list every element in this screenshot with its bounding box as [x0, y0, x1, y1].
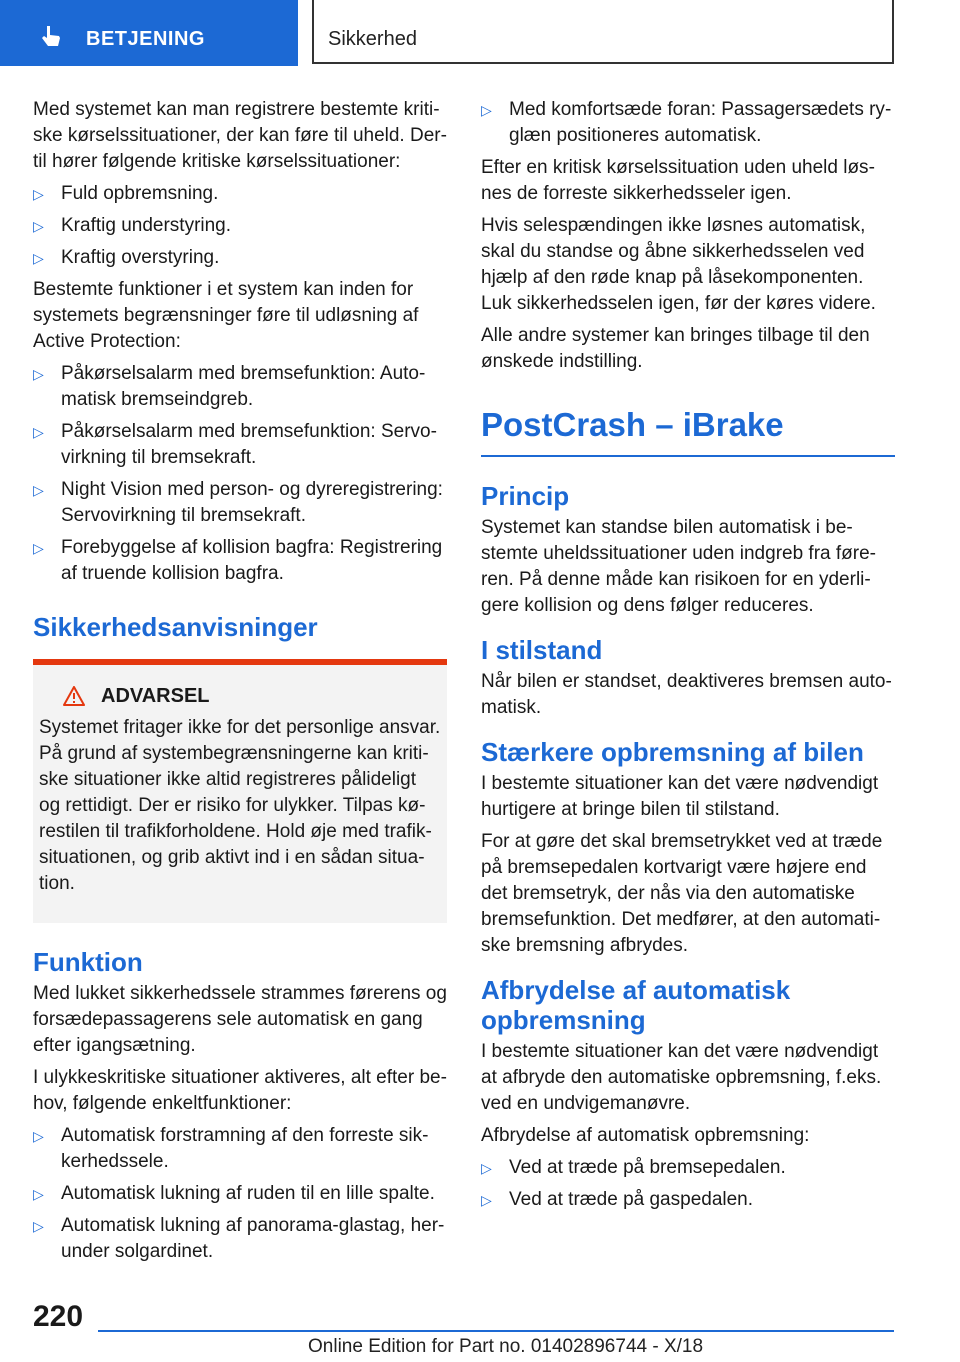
- header-section-box: [312, 0, 894, 64]
- heading-function: Funktion: [33, 947, 143, 977]
- list-item: ▷ Kraftig understyring.: [33, 213, 447, 239]
- list-item: ▷ Automatisk lukning af panorama-glastag, herunder solgardinet.: [33, 1213, 447, 1265]
- list-item: ▷ Med komfortsæde foran: Passagersædets ryglæn positioneres automatisk.: [481, 97, 895, 149]
- right-column: [481, 97, 895, 1219]
- triangle-bullet-icon: ▷: [481, 1192, 492, 1208]
- warning-box: [33, 659, 447, 923]
- triangle-bullet-icon: ▷: [33, 540, 44, 556]
- hand-pointer-icon: [38, 24, 64, 50]
- list-item: ▷ Kraftig overstyring.: [33, 245, 447, 271]
- paragraph: I ulykkeskritiske situationer aktiveres, alt efter behov, følgende enkeltfunktioner:: [33, 1067, 447, 1114]
- left-column: [33, 97, 447, 1271]
- chapter-heading: PostCrash – iBrake: [481, 405, 895, 457]
- triangle-bullet-icon: ▷: [481, 102, 492, 118]
- list-item: ▷ Night Vision med person- og dyreregistrering: Servovirkning til bremsekraft.: [33, 477, 447, 529]
- list-item: ▷ Fuld opbremsning.: [33, 181, 447, 207]
- triangle-bullet-icon: ▷: [33, 424, 44, 440]
- paragraph: Når bilen er standset, deaktiveres bremsen automatisk.: [481, 671, 892, 718]
- triangle-bullet-icon: ▷: [33, 1218, 44, 1234]
- heading-safety: Sikkerhedsanvisninger: [33, 612, 318, 642]
- heading-principle: Princip: [481, 481, 570, 511]
- warning-triangle-icon: [63, 686, 85, 706]
- warning-title-text: ADVARSEL: [101, 685, 210, 707]
- paragraph: Hvis selespændingen ikke løsnes automatisk, skal du standse og åbne sikkerhedsselen ved hjælp af den røde knap på låsekomponenten. Luk sikkerhedsselen igen, før der køres videre.: [481, 215, 876, 314]
- paragraph: Bestemte funktioner i et system kan inden for systemets begrænsninger føre til udløsning af Active Protection:: [33, 279, 419, 352]
- heading-standstill: I stilstand: [481, 635, 603, 665]
- list-item: ▷ Ved at træde på gaspedalen.: [481, 1187, 895, 1213]
- bullet-list: [33, 361, 447, 587]
- list-item: ▷ Automatisk lukning af ruden til en lille spalte.: [33, 1181, 447, 1207]
- triangle-bullet-icon: ▷: [33, 482, 44, 498]
- triangle-bullet-icon: ▷: [33, 186, 44, 202]
- triangle-bullet-icon: ▷: [33, 218, 44, 234]
- footer-divider: [98, 1330, 894, 1332]
- list-item: ▷ Ved at træde på bremsepedalen.: [481, 1155, 895, 1181]
- paragraph: For at gøre det skal bremsetrykket ved at træde på bremsepedalen kortvarigt være højere end det bremsetryk, der nås via den automatiske bremsefunktion. Det medfører, at den automatiske bremsning afbrydes.: [481, 831, 883, 956]
- paragraph: Med lukket sikkerhedssele strammes førerens og forsædepassagerens sele automatisk en gang efter igangsætning.: [33, 983, 447, 1056]
- header-tab-label: BETJENING: [86, 28, 205, 50]
- triangle-bullet-icon: ▷: [481, 1160, 492, 1176]
- list-item: ▷ Automatisk forstramning af den forreste sikkerhedssele.: [33, 1123, 447, 1175]
- paragraph: Efter en kritisk kørselssituation uden uheld løsnes de forreste sikkerhedsseler igen.: [481, 157, 875, 204]
- paragraph: Systemet kan standse bilen automatisk i bestemte uheldssituationer uden indgreb fra føreren. På denne måde kan risikoen for en yderligere kollision og dens følger reduceres.: [481, 517, 876, 616]
- triangle-bullet-icon: ▷: [33, 1128, 44, 1144]
- triangle-bullet-icon: ▷: [33, 366, 44, 382]
- bullet-list: [33, 1123, 447, 1265]
- list-item: ▷ Påkørselsalarm med bremsefunktion: Automatisk bremseindgreb.: [33, 361, 447, 413]
- header-section-label: Sikkerhed: [328, 28, 417, 50]
- list-item: ▷ Forebyggelse af kollision bagfra: Registrering af truende kollision bagfra.: [33, 535, 447, 587]
- paragraph: Med systemet kan man registrere bestemte kritiske kørselssituationer, der kan føre til uheld. Dertil hører følgende kritiske kørselssituationer:: [33, 99, 447, 172]
- warning-body: Systemet fritager ikke for det personlige ansvar. På grund af systembegrænsningerne kan kritiske situationer ikke altid registreres pålideligt og rettidigt. Der er risiko for ulykker. Tilpas kørestilen til trafikforholdene. Hold øje med trafiksituationen, og grib aktivt ind i en sådan situation.: [39, 717, 441, 894]
- heading-stronger-braking: Stærkere opbremsning af bilen: [481, 737, 864, 767]
- paragraph: Alle andre systemer kan bringes tilbage til den ønskede indstilling.: [481, 325, 870, 372]
- paragraph: Afbrydelse af automatisk opbremsning:: [481, 1125, 810, 1146]
- header-tab[interactable]: [0, 0, 298, 66]
- bullet-list: [33, 181, 447, 271]
- footer-edition: Online Edition for Part no. 01402896744 - X/18: [308, 1336, 704, 1357]
- list-item: ▷ Påkørselsalarm med bremsefunktion: Servovirkning til bremsekraft.: [33, 419, 447, 471]
- triangle-bullet-icon: ▷: [33, 250, 44, 266]
- paragraph: I bestemte situationer kan det være nødvendigt at afbryde den automatiske opbremsning, f.eks. ved en undvigemanøvre.: [481, 1041, 882, 1114]
- warning-title: [39, 683, 441, 709]
- bullet-list: [481, 1155, 895, 1213]
- page-number: 220: [33, 1300, 84, 1333]
- triangle-bullet-icon: ▷: [33, 1186, 44, 1202]
- heading-interrupt: Afbrydelse af automatisk opbremsning: [481, 975, 791, 1035]
- paragraph: I bestemte situationer kan det være nødvendigt hurtigere at bringe bilen til stilstand.: [481, 773, 879, 820]
